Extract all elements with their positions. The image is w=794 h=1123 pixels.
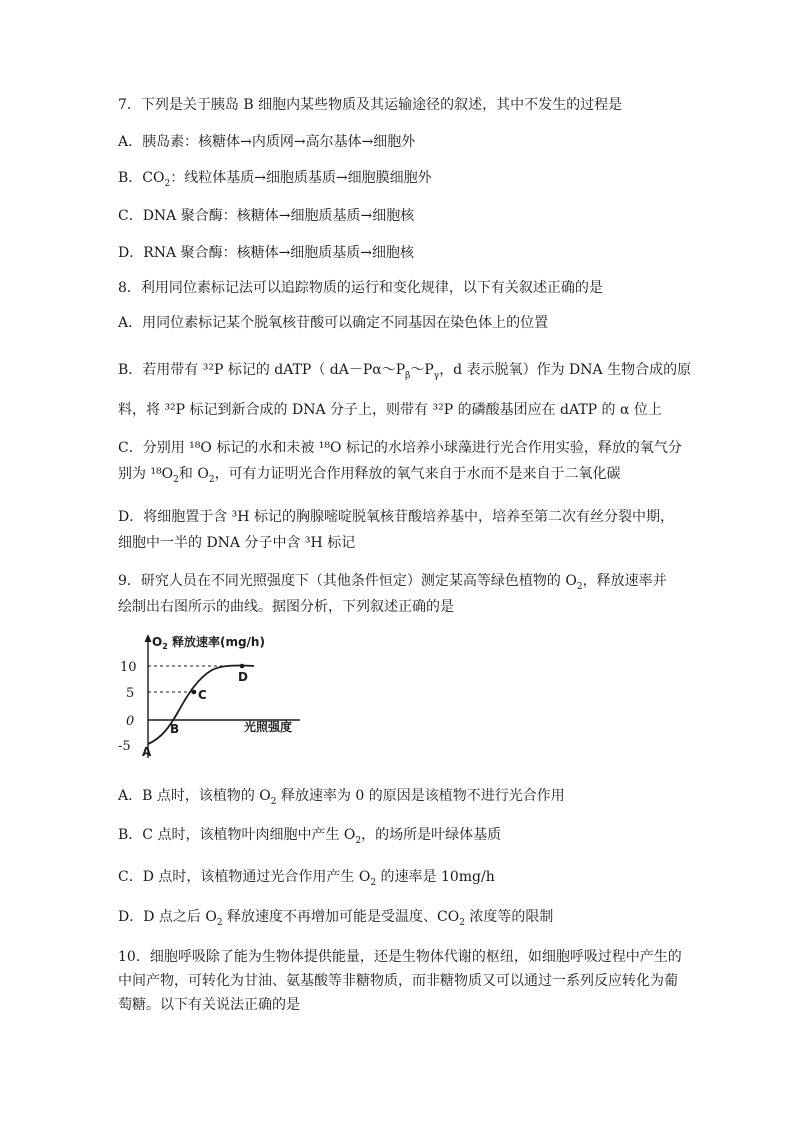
q7-option-b: B．$CO_2$：线粒体基质→细胞质基质→细胞膜细胞外 xyxy=(118,170,432,189)
point-d-marker xyxy=(240,664,245,669)
q9-option-a: A．B 点时，该植物的 $O_2$ 释放速率为 0 的原因是该植物不进行光合作用 xyxy=(118,788,565,807)
q8-option-d-line1: D．将细胞置于含 ³H 标记的胸腺嘧啶脱氧核苷酸培养基中，培养至第二次有丝分裂中期， xyxy=(118,509,674,525)
y-axis-arrow xyxy=(145,634,152,642)
point-c-label: C xyxy=(198,688,207,702)
q10-stem-line2: 中间产物，可转化为甘油、氨基酸等非糖物质，而非糖物质又可以通过一系列反应转化为葡 xyxy=(118,973,678,989)
tick-5: 5 xyxy=(126,686,135,701)
tick-0: 0 xyxy=(126,714,135,729)
point-d-label: D xyxy=(238,670,248,684)
q8-option-d-line2: 细胞中一半的 DNA 分子中含 ³H 标记 xyxy=(118,535,356,551)
q9-option-c: C．D 点时，该植物通过光合作用产生 $O_2$ 的速率是 10mg/h xyxy=(118,869,495,888)
q9-stem-line1: 9．研究人员在不同光照强度下（其他条件恒定）测定某高等绿色植物的 $O_2$，释放速率并 xyxy=(118,573,667,592)
o2-release-rate-graph xyxy=(112,630,312,765)
q7-option-c: C．DNA 聚合酶：核糖体→细胞质基质→细胞核 xyxy=(118,208,415,224)
x-axis-label: 光照强度 xyxy=(244,720,293,734)
q8-option-b-line1: B．若用带有 ³²P 标记的 dATP（ $dA-P\alpha\sim P_\beta\sim P_\gamma$，d 表示脱氧）作为 DNA 生物合成的原 xyxy=(118,362,692,381)
q9-option-d: D．D 点之后 $O_2$ 释放速度不再增加可能是受温度、$CO_2$ 浓度等的限制 xyxy=(118,909,554,928)
q7-option-a: A．胰岛素：核糖体→内质网→高尔基体→细胞外 xyxy=(118,134,416,150)
q10-stem-line1: 10．细胞呼吸除了能为生物体提供能量，还是生物体代谢的枢纽，如细胞呼吸过程中产生的 xyxy=(118,949,682,965)
q8-option-c-line1: C．分别用 ¹⁸O 标记的水和未被 ¹⁸O 标记的水培养小球藻进行光合作用实验，释放的氧气分 xyxy=(118,440,682,456)
tick-neg5: -5 xyxy=(118,739,131,754)
y-axis-label: $O_2$ 释放速率(mg/h) xyxy=(152,635,265,651)
tick-10: 10 xyxy=(120,660,137,675)
q8-option-a: A．用同位素标记某个脱氧核苷酸可以确定不同基因在染色体上的位置 xyxy=(118,315,549,331)
q10-stem-line3: 萄糖。以下有关说法正确的是 xyxy=(118,997,300,1013)
point-a-label: A xyxy=(142,745,152,759)
point-b-label: B xyxy=(170,722,180,736)
q9-stem-line2: 绘制出右图所示的曲线。据图分析，下列叙述正确的是 xyxy=(118,599,454,615)
q8-option-c-line2: 别为 $^{18}O_2$和 $O_2$，可有力证明光合作用释放的氧气来自于水而不是来自于二氧化碳 xyxy=(118,466,621,485)
q7-option-d: D．RNA 聚合酶：核糖体→细胞质基质→细胞核 xyxy=(118,245,415,261)
q7-stem: 7．下列是关于胰岛 B 细胞内某些物质及其运输途径的叙述，其中不发生的过程是 xyxy=(118,97,623,113)
point-c-marker xyxy=(192,690,197,695)
q8-option-b-line2: 料，将 ³²P 标记到新合成的 DNA 分子上，则带有 ³²P 的磷酸基团应在 dATP 的 α 位上 xyxy=(118,402,662,418)
q9-option-b: B．C 点时，该植物叶肉细胞中产生 $O_2$，的场所是叶绿体基质 xyxy=(118,827,502,846)
q8-stem: 8．利用同位素标记法可以追踪物质的运行和变化规律，以下有关叙述正确的是 xyxy=(118,280,603,296)
